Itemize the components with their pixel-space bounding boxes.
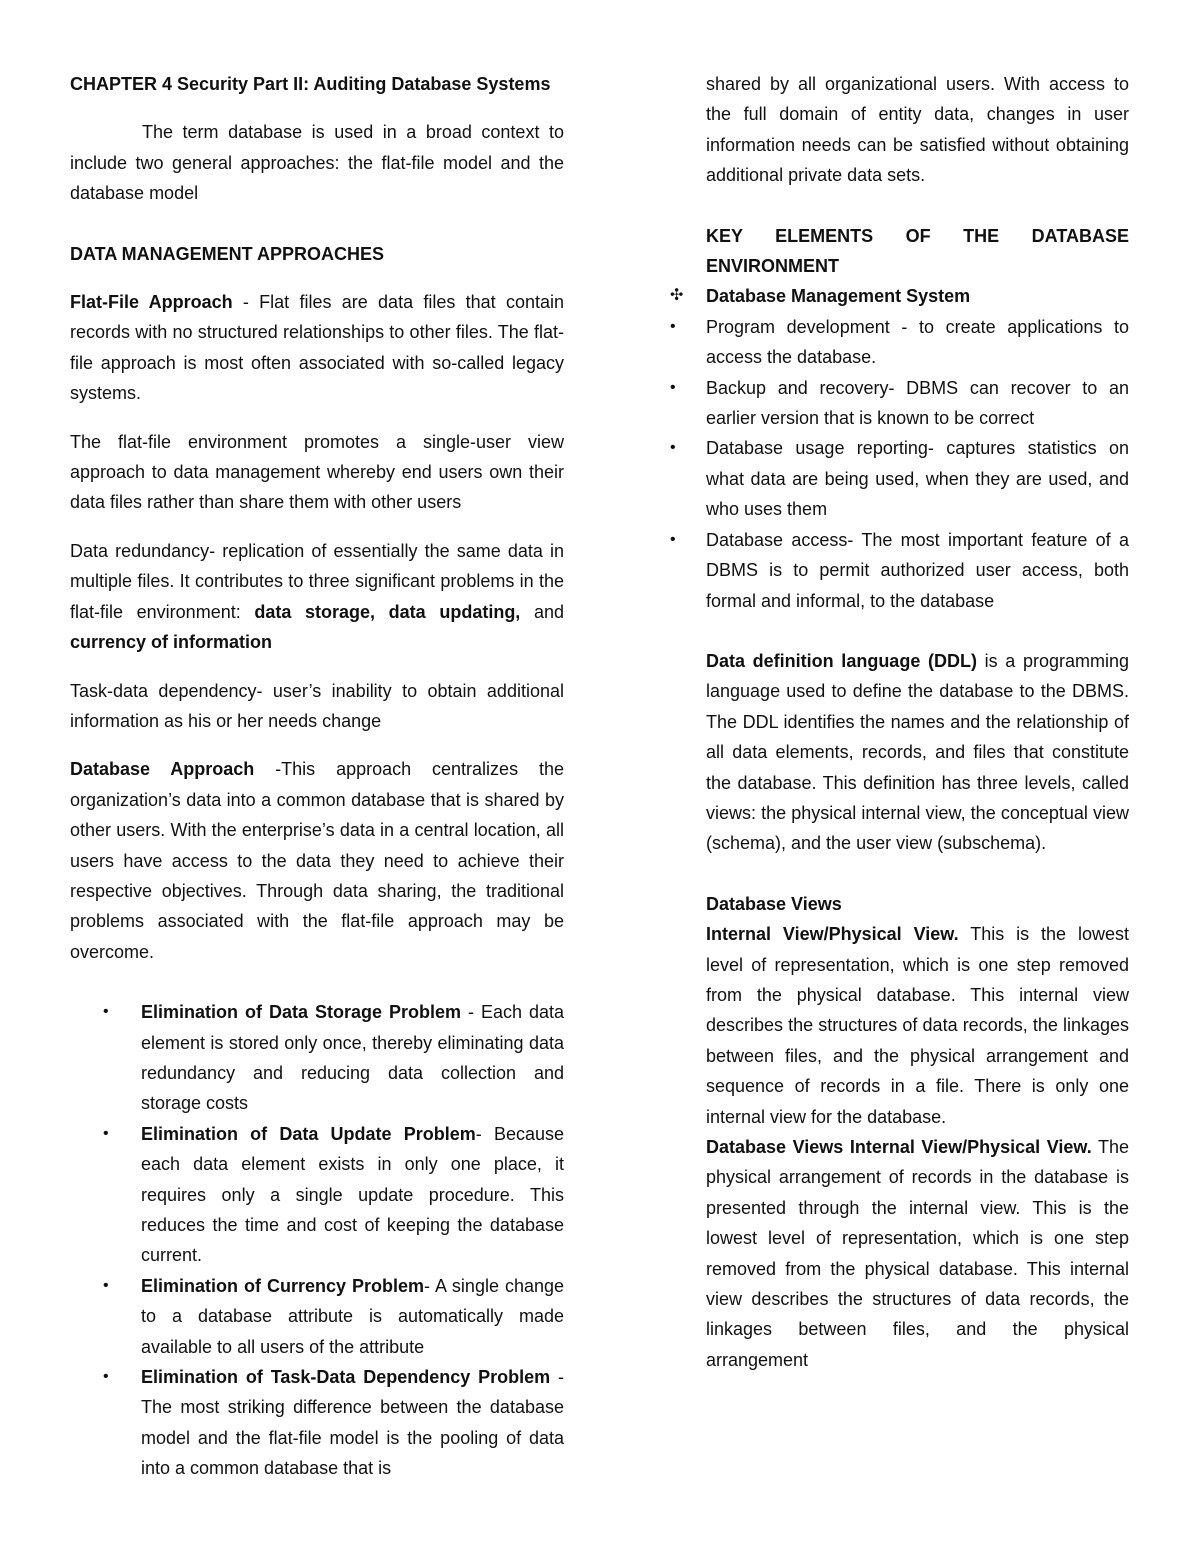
ddl-label: Data definition language (DDL): [706, 650, 977, 671]
list-item: [670, 312, 1129, 373]
continued-paragraph: shared by all organizational users. With access to the full domain of entity data, changes in user information needs can be satisfied without obtaining additional private data sets.: [706, 74, 1129, 186]
bullet-icon: •: [670, 378, 676, 396]
database-views-heading: Database Views: [706, 893, 842, 914]
dbms-list: [670, 312, 1129, 616]
flat-file-text: - Flat files are data files that contain records with no structured relationships to other files. The flat-file approach is most often associated with so-called legacy systems.: [70, 292, 564, 404]
list-item: [670, 525, 1129, 616]
flat-environment-paragraph: The flat-file environment promotes a single-user view approach to data management whereby end users own their data files rather than share them with other users: [70, 431, 564, 513]
ddl-paragraph: [706, 646, 1129, 859]
internal-view-label-2: Database Views Internal View/Physical View.: [706, 1137, 1092, 1157]
key-elements-heading: KEY ELEMENTS OF THE DATABASE: [706, 225, 1129, 246]
redundancy-paragraph: [70, 536, 564, 658]
diamond-bullet-icon: ✣: [670, 287, 684, 305]
flat-file-paragraph: [70, 287, 564, 409]
list-item-label: Elimination of Task-Data Dependency Problem: [141, 1367, 551, 1388]
intro-paragraph: The term database is used in a broad context to include two general approaches: the flat-file model and the database model: [70, 122, 564, 204]
list-item-text: - Because each data element exists in only one place, it requires only a single update procedure. This reduces the time and cost of keeping the database current.: [141, 1123, 564, 1266]
database-approach-paragraph: [70, 754, 564, 967]
list-item-label: Elimination of Data Update Problem: [141, 1123, 476, 1144]
list-item-text: Database usage reporting- captures statistics on what data are being used, when they are used, and who uses them: [706, 438, 1129, 520]
list-item-text: - A single change to a database attribute is automatically made available to all users of the attribute: [141, 1275, 564, 1357]
bullet-icon: •: [103, 1124, 109, 1142]
list-item-text: Backup and recovery- DBMS can recover to an earlier version that is known to be correct: [706, 377, 1129, 429]
list-item: [70, 1271, 564, 1362]
left-column: [70, 69, 564, 1484]
internal-view-label: Internal View/Physical View.: [706, 924, 959, 945]
database-approach-label: Database Approach: [70, 759, 255, 780]
redundancy-and: and: [520, 601, 564, 622]
list-item-label: Elimination of Data Storage Problem: [141, 1002, 461, 1023]
list-item-text: - Each data element is stored only once, thereby eliminating data redundancy and reducing data collection and storage costs: [141, 1002, 564, 1114]
database-approach-text: -This approach centralizes the organization’s data into a common database that is shared by other users. With the enterprise’s data in a central location, all users have access to the data they need to achieve their respective objectives. Through data sharing, the traditional problems associated with the flat-file approach may be overcome.: [70, 759, 564, 962]
chapter-title: CHAPTER 4 Security Part II: Auditing Database Systems: [70, 74, 551, 94]
list-item: [70, 997, 564, 1119]
bullet-icon: •: [103, 1003, 109, 1021]
bullet-icon: •: [670, 317, 676, 335]
bullet-icon: •: [670, 439, 676, 457]
list-item-text: -The most striking difference between the database model and the flat-file model is the pooling of data into a common database that is: [141, 1367, 565, 1479]
redundancy-bold-storage: data storage, data updating,: [254, 601, 521, 622]
list-item: [70, 1362, 564, 1484]
key-elements-heading-cont: ENVIRONMENT: [706, 256, 840, 277]
list-item: [670, 373, 1129, 434]
list-item: [670, 433, 1129, 524]
list-item: [70, 1119, 564, 1271]
elimination-list: [70, 997, 564, 1484]
flat-file-label: Flat-File Approach: [70, 292, 233, 313]
data-management-heading: DATA MANAGEMENT APPROACHES: [70, 243, 384, 264]
bullet-icon: •: [103, 1276, 109, 1294]
list-item-text: Database access- The most important feature of a DBMS is to permit authorized user access, both formal and informal, to the database: [706, 529, 1129, 611]
list-item-label: Elimination of Currency Problem: [141, 1275, 424, 1296]
redundancy-bold-currency: currency of information: [70, 632, 273, 653]
list-item-text: Program development - to create applications to access the database.: [706, 316, 1129, 368]
internal-view-text-2: The physical arrangement of records in the database is presented through the internal view. This is the lowest level of representation, which is one step removed from the physical database. This internal view describes the structures of data records, the linkages between files, and the physical arrangement: [706, 1137, 1129, 1370]
redundancy-text: Data redundancy- replication of essentially the same data in multiple files. It contributes to three significant problems in the flat-file environment:: [70, 540, 564, 622]
bullet-icon: •: [103, 1368, 109, 1386]
internal-view-text: This is the lowest level of representation, which is one step removed from the physical database. This internal view describes the structures of data records, the linkages between files, and the physical arrangement and sequence of records in a file. There is only one internal view for the database.: [706, 924, 1129, 1127]
bullet-icon: •: [670, 530, 676, 548]
internal-view-paragraph-2: [706, 1132, 1129, 1375]
dbms-label: Database Management System: [706, 286, 971, 307]
ddl-text: is a programming language used to define the database to the DBMS. The DDL identifies the names and the relationship of all data elements, records, and files that constitute the database. This definition has three levels, called views: the physical internal view, the conceptual view (schema), and the user view (subschema).: [706, 650, 1129, 854]
task-data-paragraph: Task-data dependency- user’s inability to obtain additional information as his or her needs change: [70, 680, 564, 731]
dbms-heading: [670, 281, 1129, 311]
right-column: [670, 69, 1129, 1375]
internal-view-paragraph: [706, 919, 1129, 1132]
